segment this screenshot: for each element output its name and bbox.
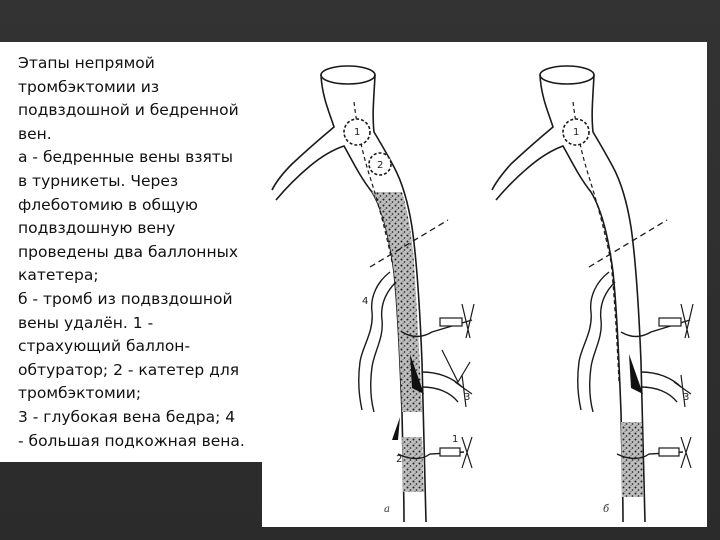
saphenous-vein-outer-a	[359, 272, 390, 410]
clamp-middle-handles-a	[442, 350, 470, 382]
incision-line-b	[589, 220, 667, 267]
caption-line: тромбэктомии из	[18, 77, 160, 96]
illustration-svg	[262, 42, 707, 527]
caption-line: - большая подкожная вена.	[18, 431, 245, 450]
saphenous-vein-outer-b	[578, 272, 609, 410]
panel-b	[492, 66, 693, 522]
deep-femoral-branch-b	[641, 372, 681, 402]
panel-a	[272, 66, 474, 522]
label-a-2: 2	[377, 160, 384, 171]
label-a-1-bottom: 1	[452, 434, 459, 445]
catheter-tip-a	[392, 417, 400, 440]
clamp-lower-a	[440, 448, 460, 456]
panel-a-label: а	[384, 504, 390, 515]
caption-line: а - бедренные вены взяты	[18, 148, 234, 167]
caption-line: тромбэктомии;	[18, 384, 142, 403]
caption-panel	[0, 42, 262, 462]
clamp-lower-b	[659, 448, 679, 456]
caption-line: подвздошную вену	[18, 219, 176, 238]
caption-line: б - тромб из подвздошной	[18, 289, 233, 308]
label-b-3: 3	[683, 392, 690, 403]
vena-cava-opening-b	[540, 66, 594, 84]
caption-line: обтуратор; 2 - катетер для	[18, 360, 240, 379]
caption-text	[18, 52, 258, 453]
caption-line: флеботомию в общую	[18, 195, 198, 214]
label-a-3: 3	[464, 392, 471, 403]
thrombus-remnant-b	[621, 422, 643, 497]
label-b-1-top: 1	[573, 127, 580, 138]
caption-line: подвздошной и бедренной	[18, 101, 239, 120]
deep-femoral-branch-a	[422, 372, 462, 402]
caption-line: катетера;	[18, 266, 99, 285]
clamp-upper-b	[659, 318, 681, 326]
caption-line: вены удалён. 1 -	[18, 313, 154, 332]
caption-line: страхующий баллон-	[18, 337, 191, 356]
caption-line: в турникеты. Через	[18, 171, 179, 190]
panel-b-label: б	[603, 504, 610, 515]
clamp-upper-a	[440, 318, 462, 326]
label-a-2-bottom: 2	[396, 454, 403, 465]
caption-line: 3 - глубокая вена бедра; 4	[18, 407, 236, 426]
vena-cava-opening-a	[321, 66, 375, 84]
caption-line: вен.	[18, 124, 52, 143]
caption-line: проведены два баллонных	[18, 242, 238, 261]
label-a-1-top: 1	[354, 127, 361, 138]
inner-vein-wall-b	[496, 146, 623, 522]
thrombus-lower-a	[402, 437, 424, 492]
saphenous-vein-inner-b	[590, 282, 615, 412]
surgical-illustration	[262, 42, 707, 527]
label-a-4: 4	[362, 296, 369, 307]
saphenous-vein-inner-a	[371, 282, 396, 412]
caption-line: Этапы непрямой	[18, 54, 155, 72]
